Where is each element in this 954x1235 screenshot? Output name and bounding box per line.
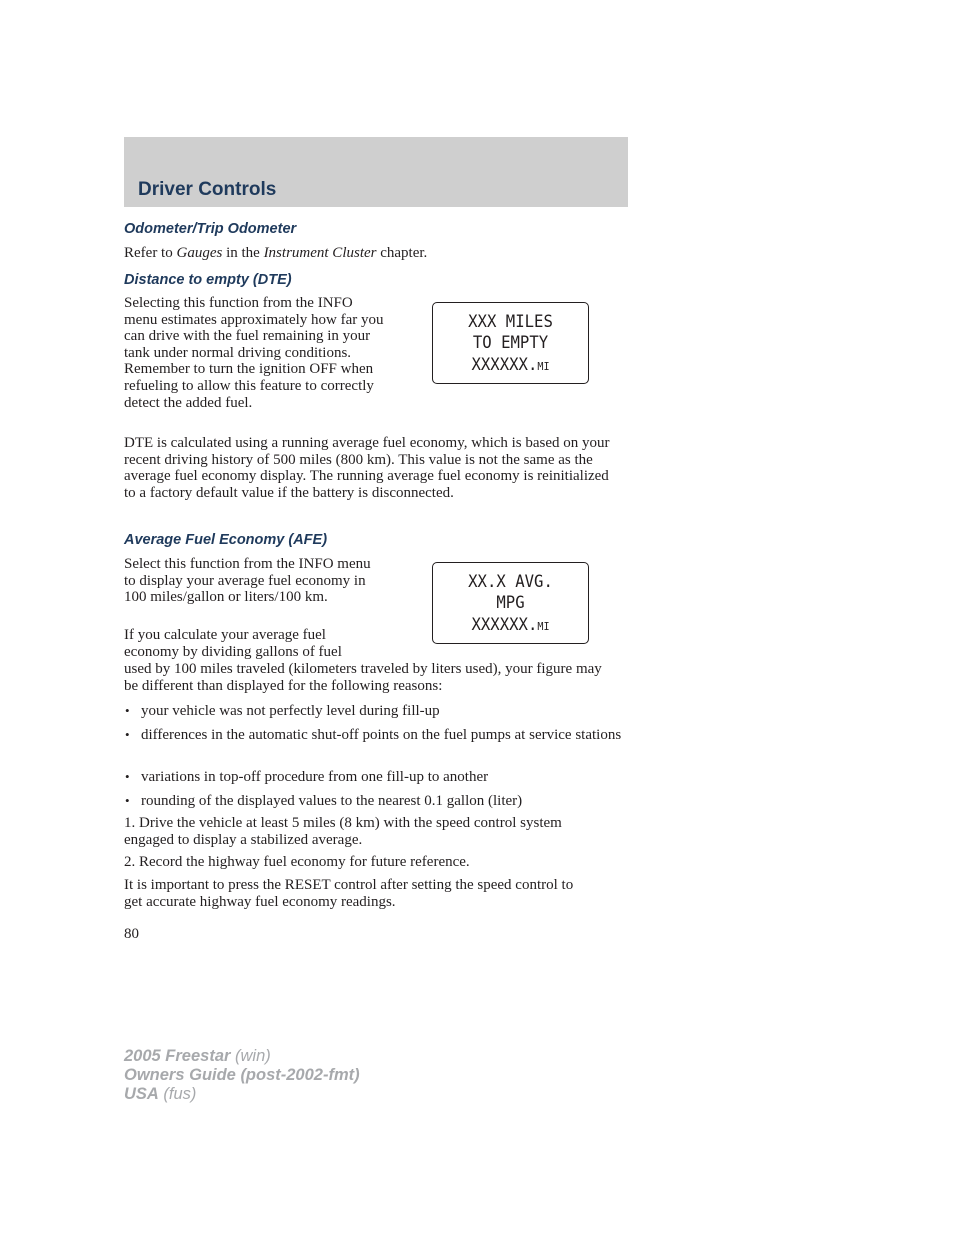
odometer-text-pre: Refer to — [124, 245, 177, 261]
footer-line-1 — [124, 1047, 360, 1066]
afe-step-1: 1. Drive the vehicle at least 5 miles (8 km) with the speed control system engaged to display a stabilized average. — [124, 815, 562, 848]
dte-paragraph-1: Selecting this function from the INFO menu estimates approximately how far you can drive with the fuel remaining in your tank under normal driving conditions. Remember to turn the ignition OFF when refueling to allow this feature to correctly detect the added fuel. — [124, 295, 384, 411]
dte-paragraph-2: DTE is calculated using a running average fuel economy, which is based on your recent driving history of 500 miles (800 km). This value is not the same as the average fuel economy display. The running average fuel economy is reinitialized to a factory default value if the battery is disconnected. — [124, 435, 610, 501]
afe-paragraph-1: Select this function from the INFO menu to display your average fuel economy in 100 miles/gallon or liters/100 km. — [124, 556, 371, 606]
document-footer — [124, 1047, 360, 1104]
bullet-icon: • — [125, 703, 130, 718]
bullet-icon: • — [125, 793, 130, 808]
list-item — [124, 792, 631, 810]
dte-display-unit: MI — [537, 360, 550, 373]
afe-display-value: XXXXXX. — [471, 615, 538, 635]
odometer-text-mid: in the — [222, 245, 264, 261]
odometer-text-post: chapter. — [376, 245, 428, 261]
section-heading-odometer: Odometer/Trip Odometer — [124, 221, 297, 237]
afe-display-illustration — [432, 562, 589, 644]
afe-display-line-3 — [439, 615, 582, 635]
list-item-text: rounding of the displayed values to the nearest 0.1 gallon (liter) — [141, 793, 523, 809]
section-heading-dte: Distance to empty (DTE) — [124, 272, 292, 288]
afe-display-line-1: XX.X AVG. — [468, 572, 553, 592]
section-heading-afe: Average Fuel Economy (AFE) — [124, 532, 328, 548]
afe-closing-paragraph: It is important to press the RESET control after setting the speed control to get accurate highway fuel economy readings. — [124, 877, 574, 910]
footer-market: USA — [124, 1085, 159, 1103]
list-item — [124, 726, 631, 744]
afe-paragraph-2a: If you calculate your average fuel economy by dividing gallons of fuel — [124, 627, 342, 660]
list-item-text: your vehicle was not perfectly level during fill-up — [141, 703, 440, 719]
bullet-icon: • — [125, 769, 130, 784]
dte-display-line-2: TO EMPTY — [472, 333, 549, 353]
page-number: 80 — [124, 926, 139, 942]
bullet-icon: • — [125, 727, 130, 742]
list-item-text: differences in the automatic shut-off points on the fuel pumps at service stations — [141, 727, 622, 743]
footer-market-code: (fus) — [158, 1085, 197, 1103]
dte-display-illustration — [432, 302, 589, 384]
afe-paragraph-2b: used by 100 miles traveled (kilometers traveled by liters used), your figure may be different than displayed for the following reasons: — [124, 661, 602, 694]
list-item-text: variations in top-off procedure from one fill-up to another — [141, 769, 489, 785]
chapter-title: Driver Controls — [138, 179, 277, 200]
footer-model: 2005 Freestar — [124, 1047, 231, 1065]
dte-display-line-1: XXX MILES — [468, 312, 553, 332]
list-item — [124, 702, 631, 720]
odometer-text-gauges: Gauges — [176, 245, 223, 261]
dte-display-line-3 — [439, 355, 582, 375]
afe-display-unit: MI — [537, 620, 550, 633]
odometer-text — [124, 245, 624, 262]
chapter-header-band — [124, 137, 628, 207]
odometer-text-instrument-cluster: Instrument Cluster — [263, 245, 377, 261]
list-item — [124, 768, 631, 786]
footer-model-code: (win) — [230, 1047, 271, 1065]
footer-line-2: Owners Guide (post-2002-fmt) — [124, 1066, 360, 1084]
afe-step-2: 2. Record the highway fuel economy for future reference. — [124, 854, 470, 870]
dte-display-value: XXXXXX. — [471, 355, 538, 375]
footer-line-3 — [124, 1085, 360, 1104]
afe-display-line-2: MPG — [496, 593, 525, 613]
